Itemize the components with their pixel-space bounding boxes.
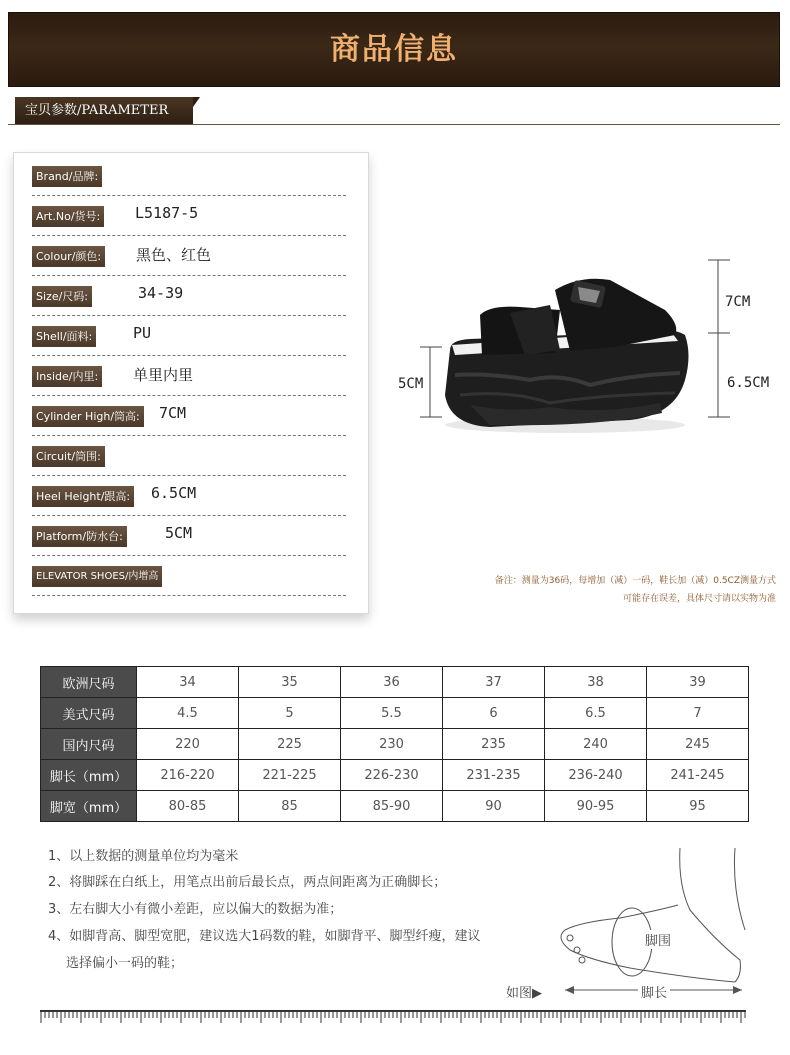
param-value: 单里内里	[133, 366, 194, 384]
param-row-platform	[32, 516, 346, 556]
tab-corner	[193, 97, 200, 107]
table-cell: 221-225	[239, 760, 341, 791]
param-value: 34-39	[138, 284, 184, 302]
row-header: 欧洲尺码	[41, 667, 137, 698]
table-cell: 236-240	[545, 760, 647, 791]
param-label: Shell/面料:	[32, 326, 96, 347]
table-row	[41, 667, 749, 698]
row-header: 美式尺码	[41, 698, 137, 729]
row-header: 脚宽（mm）	[41, 791, 137, 822]
table-cell: 5	[239, 698, 341, 729]
table-cell: 231-235	[443, 760, 545, 791]
param-row-colour	[32, 236, 346, 276]
table-cell: 6	[443, 698, 545, 729]
table-cell: 225	[239, 729, 341, 760]
table-cell: 39	[647, 667, 749, 698]
param-label: Brand/品牌:	[32, 166, 102, 187]
table-cell: 90-95	[545, 791, 647, 822]
param-row-shell	[32, 316, 346, 356]
param-value: PU	[133, 324, 152, 342]
param-row-cylinder-high	[32, 396, 346, 436]
table-cell: 37	[443, 667, 545, 698]
param-label: Art.No/货号:	[32, 206, 104, 227]
table-cell: 85	[239, 791, 341, 822]
table-cell: 95	[647, 791, 749, 822]
table-cell: 90	[443, 791, 545, 822]
param-row-circuit	[32, 436, 346, 476]
table-cell: 35	[239, 667, 341, 698]
table-cell: 85-90	[341, 791, 443, 822]
table-cell: 241-245	[647, 760, 749, 791]
table-cell: 6.5	[545, 698, 647, 729]
table-cell: 38	[545, 667, 647, 698]
param-label: Size/尺码:	[32, 286, 92, 307]
param-row-art-no	[32, 196, 346, 236]
size-chart-table	[40, 666, 749, 822]
param-value: 黑色、红色	[136, 246, 212, 264]
table-cell: 220	[137, 729, 239, 760]
param-value: L5187-5	[135, 204, 199, 222]
section-divider	[8, 124, 780, 125]
param-label: ELEVATOR SHOES/内增高	[32, 566, 162, 587]
section-title: 宝贝参数/PARAMETER	[25, 103, 169, 118]
param-label: Colour/颜色:	[32, 246, 105, 267]
girth-label: 脚围	[645, 930, 671, 949]
param-label: Inside/内里:	[32, 366, 102, 387]
table-row	[41, 760, 749, 791]
instruction-item: 2、将脚踩在白纸上，用笔点出前后最长点，两点间距离为正确脚长；	[48, 875, 447, 890]
table-cell: 80-85	[137, 791, 239, 822]
table-cell: 36	[341, 667, 443, 698]
table-cell: 7	[647, 698, 749, 729]
table-cell: 5.5	[341, 698, 443, 729]
table-row	[41, 698, 749, 729]
param-row-size	[32, 276, 346, 316]
row-header: 国内尺码	[41, 729, 137, 760]
ruler-bar	[40, 1010, 746, 1024]
foot-measure-diagram	[510, 810, 750, 1005]
table-row	[41, 729, 749, 760]
instruction-item: 选择偏小一码的鞋；	[66, 956, 184, 971]
measurement-note-2: 可能存在误差，具体尺寸请以实物为准	[622, 594, 776, 604]
param-value: 5CM	[165, 524, 193, 542]
param-label: Heel Height/跟高:	[32, 486, 134, 507]
param-row-brand	[32, 156, 346, 196]
param-row-inside	[32, 356, 346, 396]
param-value: 6.5CM	[151, 484, 197, 502]
param-value: 7CM	[159, 404, 187, 422]
dashed-divider	[32, 595, 346, 596]
table-cell: 230	[341, 729, 443, 760]
shaft-height-label: 7CM	[725, 294, 751, 310]
table-cell: 4.5	[137, 698, 239, 729]
header-banner	[8, 12, 780, 87]
param-row-elevator	[32, 556, 346, 596]
table-cell: 240	[545, 729, 647, 760]
table-cell: 226-230	[341, 760, 443, 791]
parameter-card	[13, 152, 369, 614]
table-cell: 34	[137, 667, 239, 698]
param-label: Cylinder High/筒高:	[32, 406, 144, 427]
instruction-item: 1、以上数据的测量单位均为毫米	[48, 849, 239, 864]
section-tab	[15, 97, 193, 124]
table-cell: 245	[647, 729, 749, 760]
row-header: 脚长（mm）	[41, 760, 137, 791]
instruction-item: 4、如脚背高、脚型宽肥，建议选大1码数的鞋，如脚背平、脚型纤瘦，建议	[48, 929, 481, 944]
instruction-item: 3、左右脚大小有微小差距，应以偏大的数据为准；	[48, 902, 343, 917]
dimension-lines	[410, 255, 740, 430]
length-label: 脚长	[638, 982, 670, 1001]
heel-height-label: 6.5CM	[727, 375, 770, 391]
see-figure-label: 如图▶	[506, 986, 542, 1001]
platform-height-label: 5CM	[398, 376, 424, 392]
param-label: Circuit/筒围:	[32, 446, 105, 467]
measurement-note: 备注：测量为36码，每增加（减）一码，鞋长加（减）0.5CZ测量方式	[494, 576, 776, 586]
param-row-heel-height	[32, 476, 346, 516]
param-label: Platform/防水台:	[32, 526, 127, 547]
table-cell: 216-220	[137, 760, 239, 791]
page-title: 商品信息	[330, 32, 458, 67]
table-cell: 235	[443, 729, 545, 760]
